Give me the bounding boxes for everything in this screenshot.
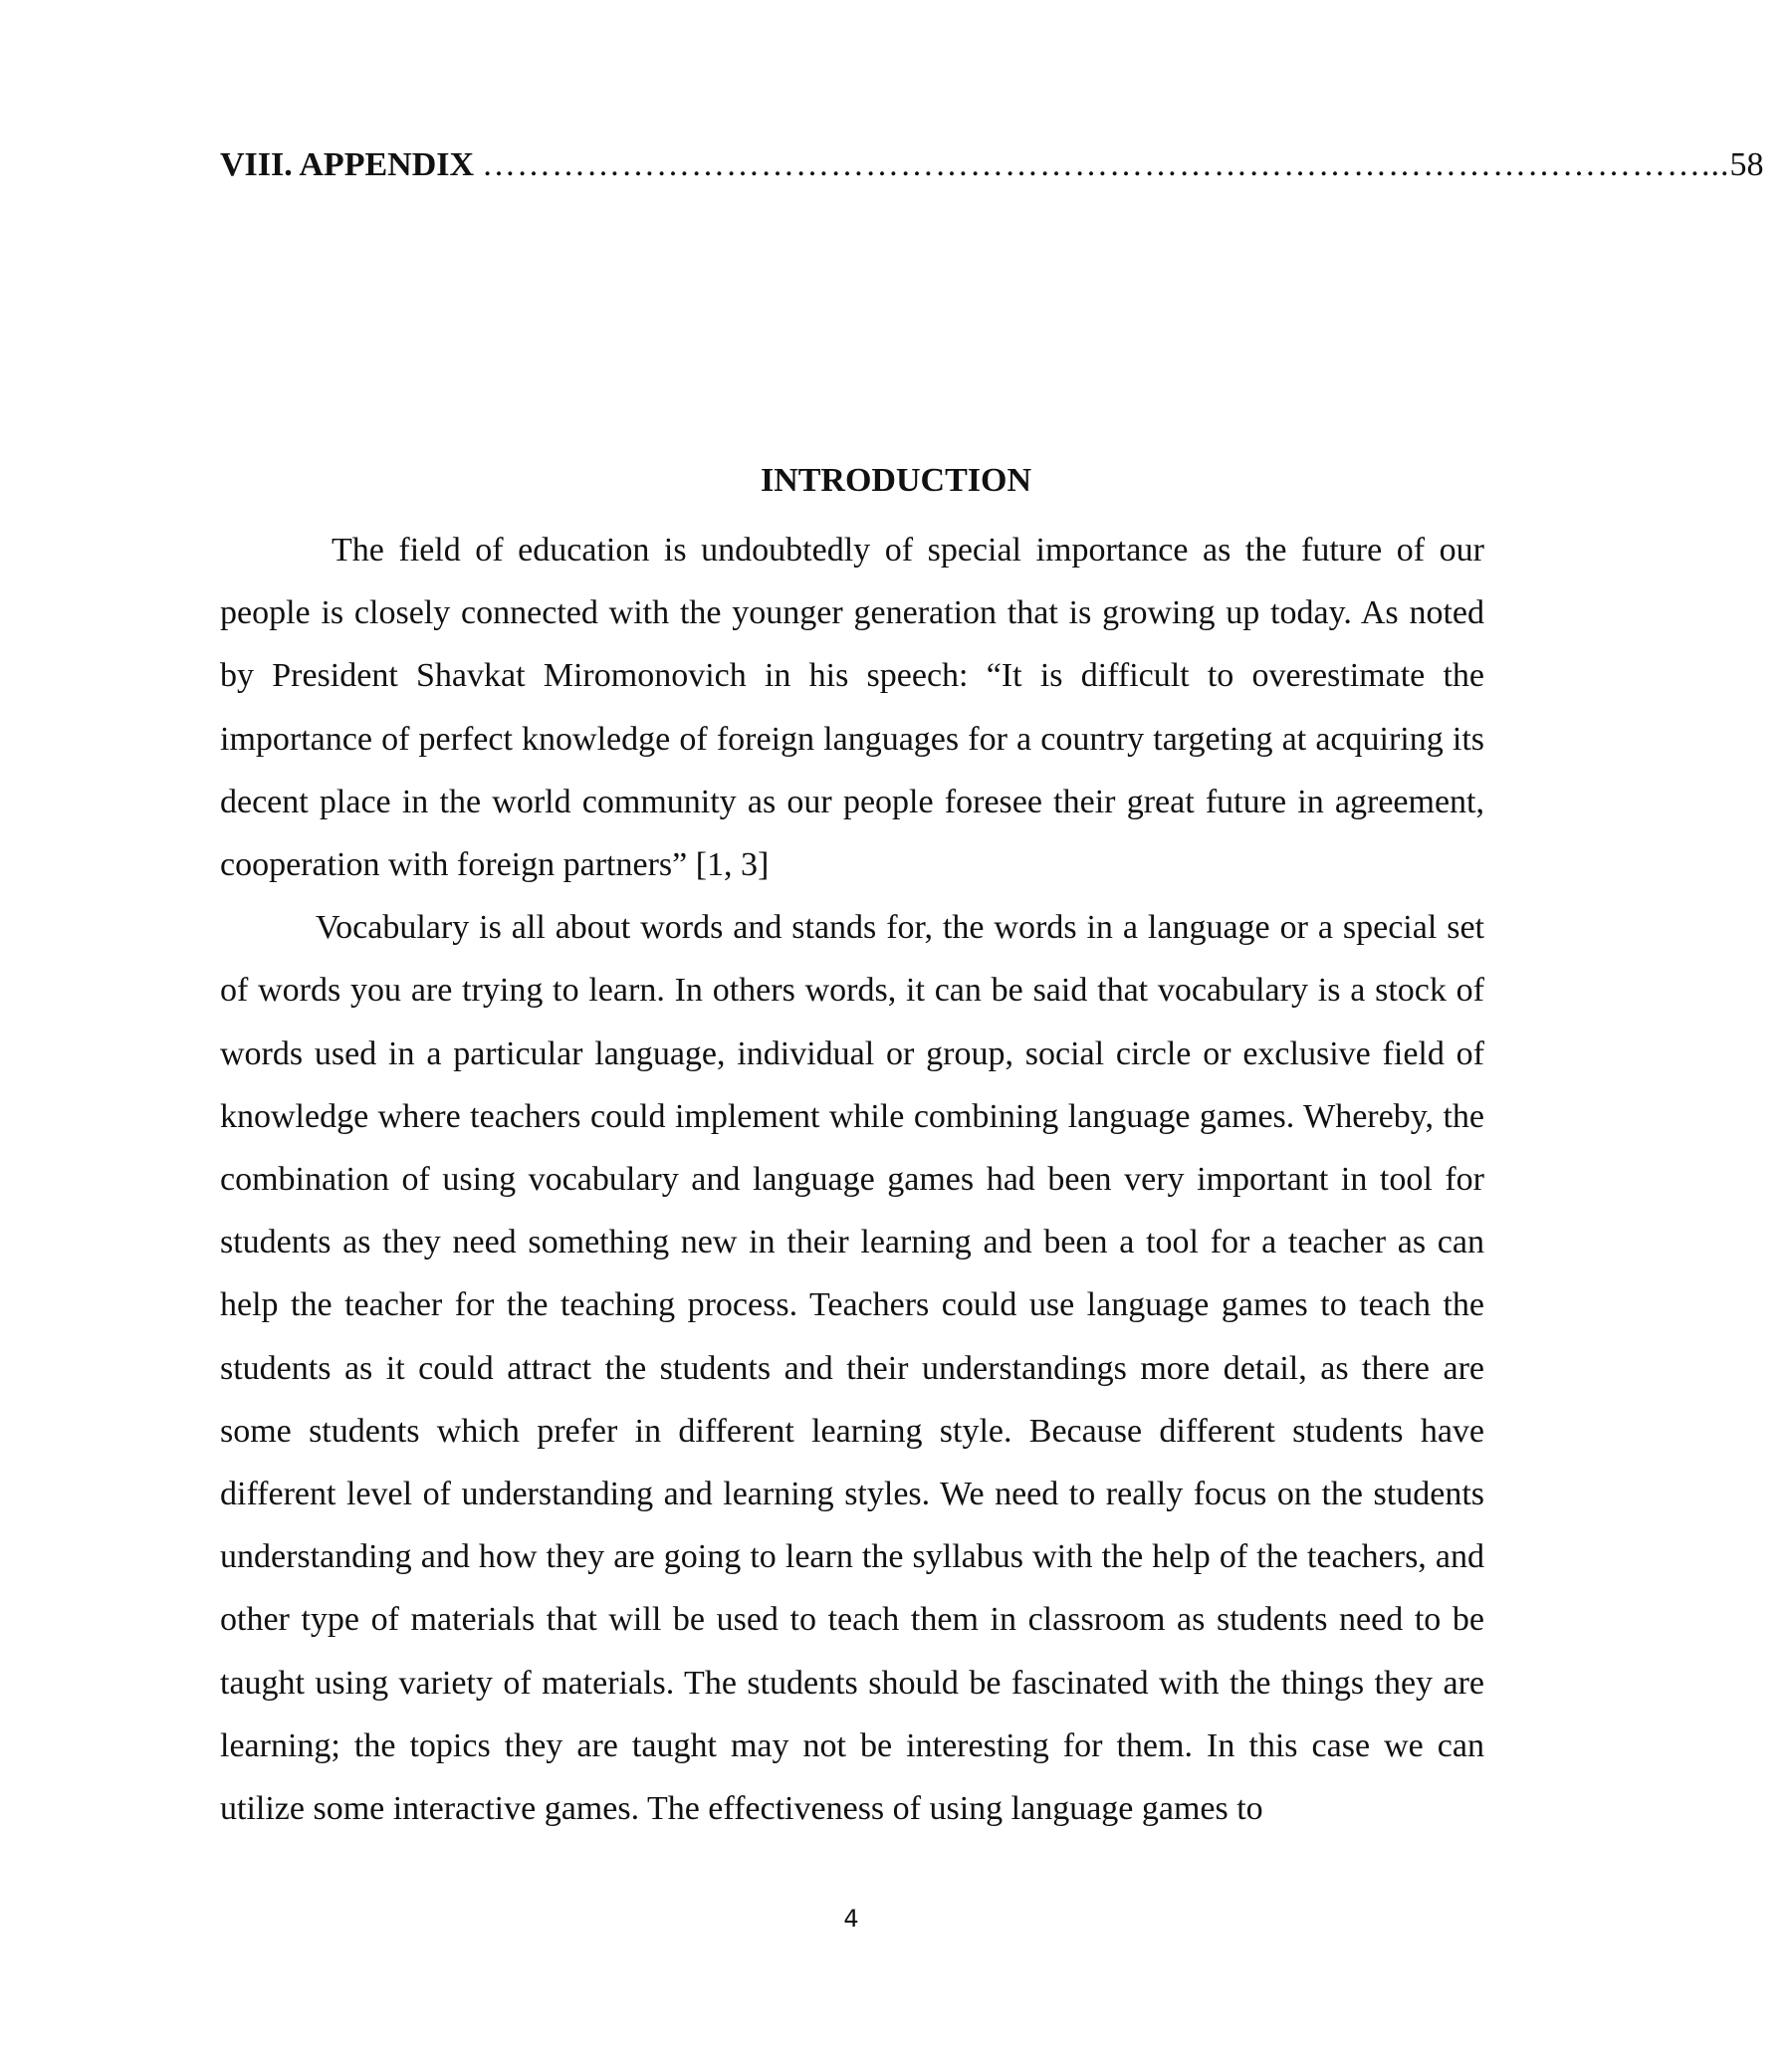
toc-entry-title: VIII. APPENDIX [220,146,475,183]
paragraph: The field of education is undoubtedly of special importance as the future of our people is closely connected with the younger generation that is growing up today. As noted by President Shavkat Miromonovich in his speech: “It is difficult to overestimate the importance of perfect knowledge of foreign languages for a country targeting at acquiring its decent place in the world community as our people foresee their great future in agreement, cooperation with foreign partners” [1, 3] [220,532,1484,884]
paragraph: Vocabulary is all about words and stands for, the words in a language or a special set of words you are trying to learn. In others words, it can be said that vocabulary is a stock of words used in a particular language, individual or group, social circle or exclusive field of knowledge where teachers could implement while combining language games. Whereby, the combination of using vocabulary and language games had been very important in tool for students as they need something new in their learning and been a tool for a teacher as can help the teacher for the teaching process. Teachers could use language games to teach the students as it could attract the students and their understandings more detail, as there are some students which prefer in different learning style. Because different students have different level of understanding and learning styles. We need to really focus on the students understanding and how they are going to learn the syllabus with the help of the teachers, and other type of materials that will be used to teach them in classroom as students need to be taught using variety of materials. The students should be fascinated with the things they are learning; the topics they are taught may not be interesting for them. In this case we can utilize some interactive games. The effectiveness of using language games to [220,909,1484,1828]
toc-leader-dots: ……………………………………………………………………………………………... [482,146,1730,183]
toc-entry-page: 58 [1729,146,1764,183]
section-body [220,519,1484,1840]
toc-entry-appendix[interactable] [220,145,1764,185]
section-heading: INTRODUCTION [760,462,1032,499]
page-number: 4 [843,1905,859,1933]
